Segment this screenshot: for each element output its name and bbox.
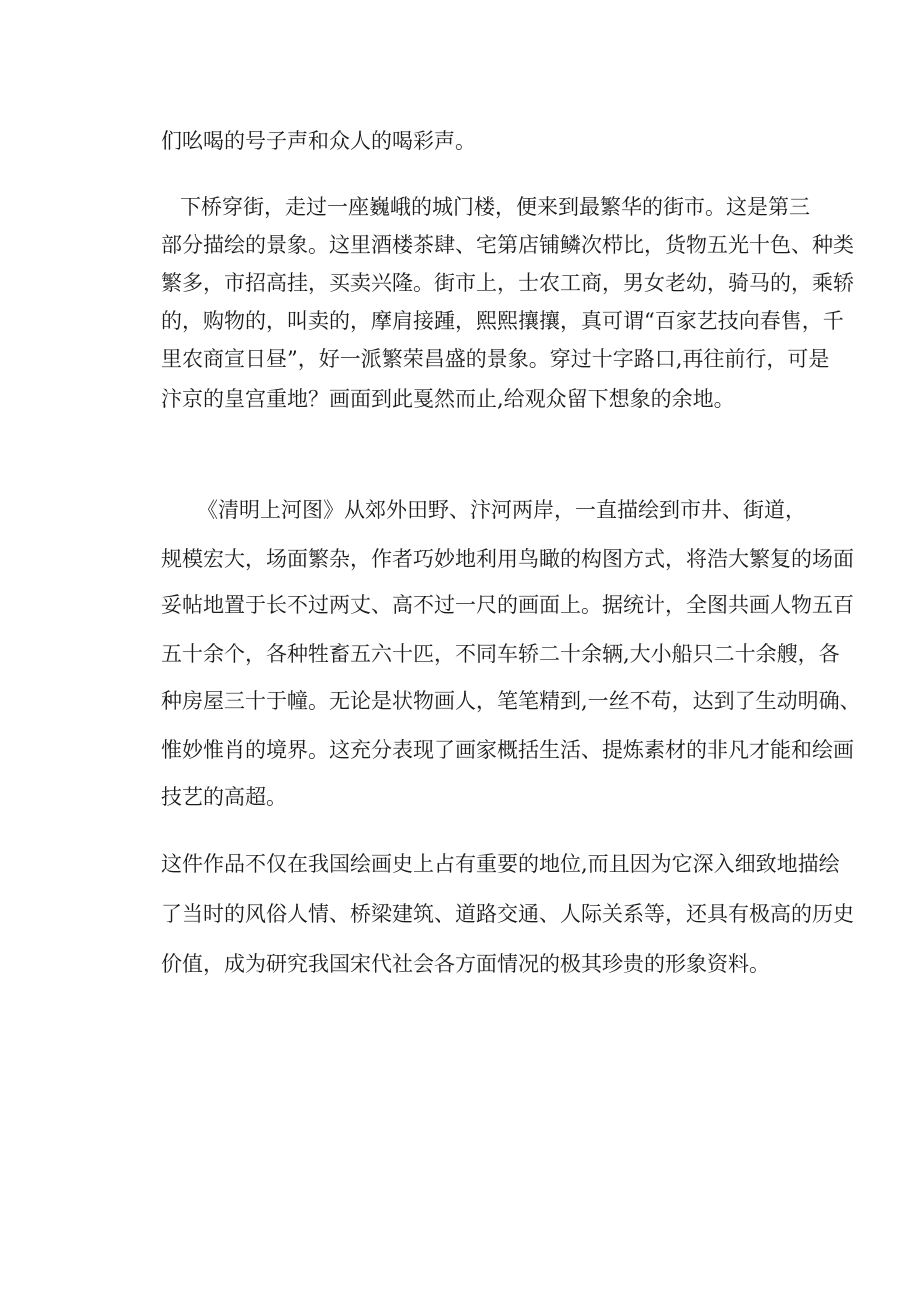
paragraph-3-line-2: 规模宏大，场面繁杂，作者巧妙地利用鸟瞰的构图方式，将浩大繁复的场面	[161, 547, 854, 571]
paragraph-3-line-3: 妥帖地置于长不过两丈、高不过一尺的画面上。据统计，全图共画人物五百	[161, 593, 854, 617]
paragraph-4-line-1: 这件作品不仅在我国绘画史上占有重要的地位,而且因为它深入细致地描绘	[161, 852, 840, 876]
paragraph-3-line-4: 五十余个，各种牲畜五六十匹，不同车轿二十余辆,大小船只二十余艘，各	[161, 642, 840, 666]
paragraph-4-line-3: 价值，成为研究我国宋代社会各方面情况的极其珍贵的形象资料。	[161, 952, 770, 976]
paragraph-2-line-3: 繁多，市招高挂，买卖兴隆。街市上，士农工商，男女老幼，骑马的，乘轿	[161, 271, 854, 295]
paragraph-2-line-2: 部分描绘的景象。这里酒楼茶肆、宅第店铺鳞次栉比，货物五光十色、种类	[161, 233, 854, 257]
paragraph-4-line-2: 了当时的风俗人情、桥梁建筑、道路交通、人际关系等，还具有极高的历史	[161, 902, 854, 926]
paragraph-2-line-1: 下桥穿街，走过一座巍峨的城门楼，便来到最繁华的街市。这是第三	[180, 195, 810, 219]
paragraph-2-line-6: 汴京的皇宫重地？画面到此戛然而止,给观众留下想象的余地。	[161, 387, 735, 411]
paragraph-3-line-7: 技艺的高超。	[161, 785, 287, 809]
paragraph-3-line-5: 种房屋三十于幢。无论是状物画人，笔笔精到,一丝不苟，达到了生动明确、	[161, 689, 861, 713]
paragraph-3-line-1: 《清明上河图》从郊外田野、汴河两岸，一直描绘到市井、街道，	[197, 498, 806, 522]
paragraph-1-line-1: 们吆喝的号子声和众人的喝彩声。	[161, 129, 476, 153]
paragraph-3-line-6: 惟妙惟肖的境界。这充分表现了画家概括生活、提炼素材的非凡才能和绘画	[161, 738, 854, 762]
paragraph-2-line-4: 的，购物的，叫卖的，摩肩接踵，熙熙攘攘，真可谓“百家艺技向春售，千	[161, 309, 844, 333]
paragraph-2-line-5: 里农商宣日昼”，好一派繁荣昌盛的景象。穿过十字路口,再往前行，可是	[161, 347, 830, 371]
